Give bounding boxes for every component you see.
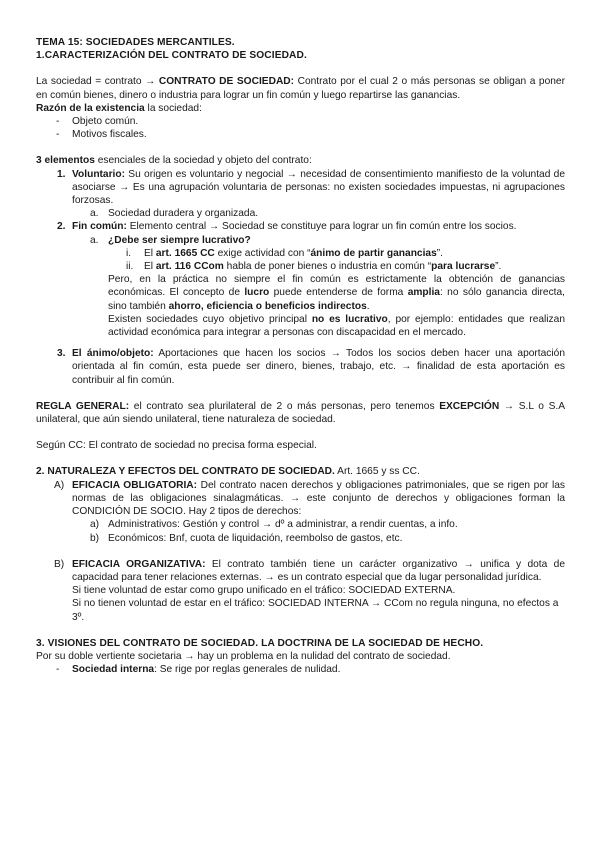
eficacia-obligatoria: A) EFICACIA OBLIGATORIA: Del contrato nacen derechos y obligaciones patrimoniales, que se rigen por las normas de las obligaciones sinalagmáticas. → este conjunto de derechos y obligaciones forman la CONDICIÓN DE SOCIO. Hay 2 tipos de derechos: <box>54 479 565 518</box>
section3-title: 3. VISIONES DEL CONTRATO DE SOCIEDAD. LA DOCTRINA DE LA SOCIEDAD DE HECHO. <box>36 637 484 649</box>
elemento-fin-comun: 2. Fin común: Elemento central → Sociedad se constituye para lograr un fin común entre los socios. <box>57 221 517 233</box>
list-item: a) Administrativos: Gestión y control → dº a administrar, a rendir cuentas, a info. <box>90 519 458 531</box>
intro-paragraph: La sociedad = contrato → CONTRATO DE SOCIEDAD: Contrato por el cual 2 o más personas se obligan a poner en común bienes, dinero o industria para lograr un fin común y luego repartirse las ganancias. <box>36 76 565 101</box>
sociedad-externa-line: Si tiene voluntad de estar como grupo unificado en el tráfico: SOCIEDAD EXTERNA. <box>72 585 456 597</box>
segun-cc: Según CC: El contrato de sociedad no precisa forma especial. <box>36 440 317 452</box>
section2-title: 2. NATURALEZA Y EFECTOS DEL CONTRATO DE SOCIEDAD. Art. 1665 y ss CC. <box>36 466 420 478</box>
list-item: a. Sociedad duradera y organizada. <box>90 208 259 220</box>
elemento-voluntario: 1. Voluntario: Su origen es voluntario y negocial → necesidad de consentimiento manifiesto de la voluntad de asociarse → Es una agrupación voluntaria de personas: no existen sociedades impuestas, ni agrupaciones forzosas. <box>57 168 565 207</box>
razon-line: Razón de la existencia la sociedad: <box>36 102 202 114</box>
eficacia-organizativa: B) EFICACIA ORGANIZATIVA: El contrato también tiene un carácter organizativo → unifica y dota de capacidad para tener relaciones externas. → es un contrato especial que da lugar personalidad jurídica. <box>54 558 565 583</box>
list-item: - Sociedad interna: Se rige por reglas generales de nulidad. <box>56 664 341 676</box>
elementos-lead: 3 elementos esenciales de la sociedad y objeto del contrato: <box>36 155 312 167</box>
list-item: i. El art. 1665 CC exige actividad con “ánimo de partir ganancias”. <box>126 247 443 259</box>
regla-general: REGLA GENERAL: el contrato sea plurilateral de 2 o más personas, pero tenemos EXCEPCIÓN → S.L o S.A unilateral, que aún siendo unilateral, tiene naturaleza de sociedad. <box>36 400 565 426</box>
document-page <box>36 36 565 676</box>
list-item: a. ¿Debe ser siempre lucrativo? <box>90 234 251 246</box>
elemento-animo: 3. El ánimo/objeto: Aportaciones que hacen los socios → Todos los socios deben hacer una aportación orientada al fin común, esta puede ser dinero, bienes, trabajo, etc. → finalidad de esta aportación es contribuir al fin común. <box>57 348 565 386</box>
sociedad-interna-line: Si no tienen voluntad de estar en el tráfico: SOCIEDAD INTERNA → CCom no regula ninguna, no efectos a 3º. <box>72 598 559 623</box>
no-lucrativo-paragraph: Existen sociedades cuyo objetivo principal no es lucrativo, por ejemplo: entidades que realizan actividad económica para integrar a personas con discapacidad en el mercado. <box>108 313 565 339</box>
list-item: - Objeto común. <box>56 116 139 128</box>
list-item: ii. El art. 116 CCom habla de poner bienes o industria en común “para lucrarse”. <box>126 261 502 273</box>
list-item: - Motivos fiscales. <box>56 129 147 141</box>
lucro-paragraph: Pero, en la práctica no siempre el fin común es estrictamente la obtención de ganancias económicas. El concepto de lucro puede entenderse de forma amplia: no sólo ganancia directa, sino también ahorro, eficiencia o beneficios indirectos. <box>108 274 565 312</box>
tema-title: TEMA 15: SOCIEDADES MERCANTILES. <box>36 37 235 48</box>
section1-title: 1.CARACTERIZACIÓN DEL CONTRATO DE SOCIEDAD. <box>36 50 307 62</box>
section3-text: Por su doble vertiente societaria → hay un problema en la nulidad del contrato de sociedad. <box>36 650 451 662</box>
list-item: b) Económicos: Bnf, cuota de liquidación, reembolso de gastos, etc. <box>90 532 403 544</box>
